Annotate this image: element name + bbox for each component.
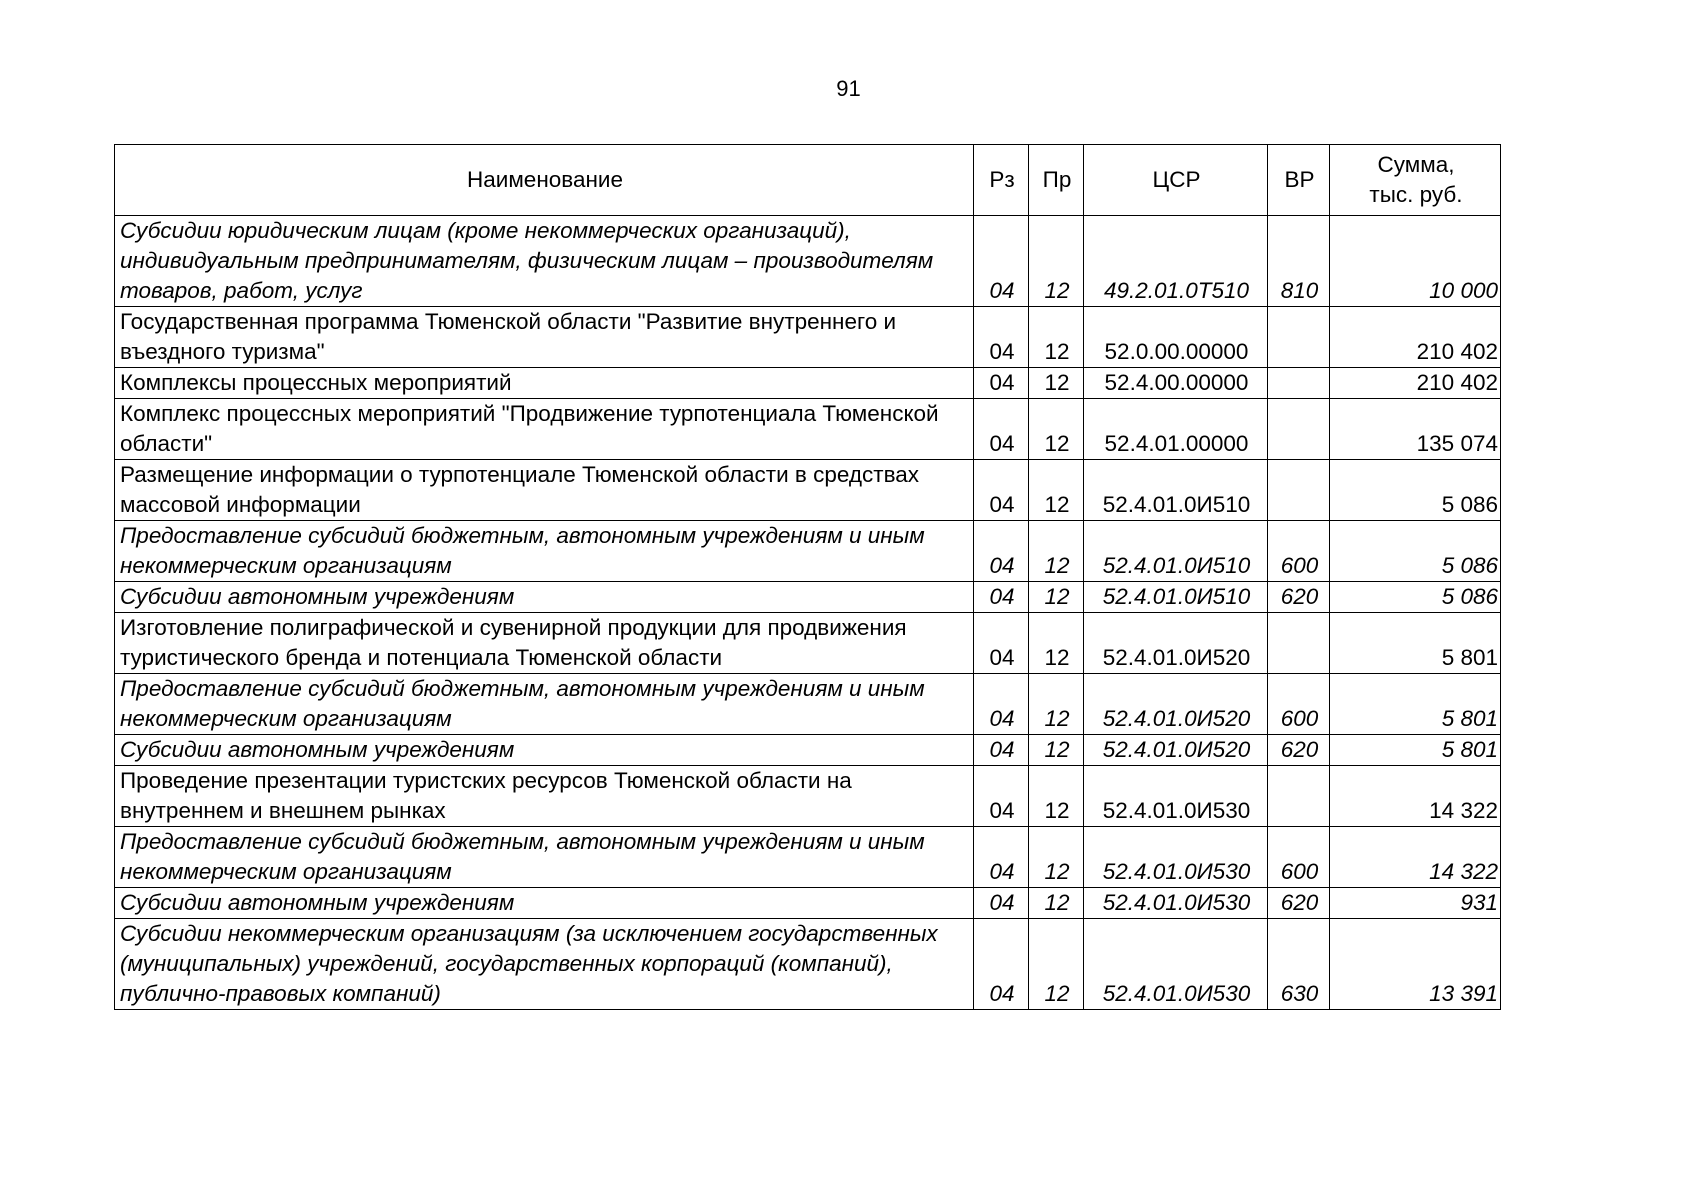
cell-name: Предоставление субсидий бюджетным, автономным учреждениям и иным некоммерческим организациям <box>115 674 974 735</box>
cell-vr: 600 <box>1268 674 1330 735</box>
cell-csr: 52.4.01.0И510 <box>1084 521 1268 582</box>
cell-vr <box>1268 307 1330 368</box>
table-row <box>115 307 1501 368</box>
cell-csr: 52.4.01.00000 <box>1084 399 1268 460</box>
cell-sum: 5 086 <box>1330 460 1501 521</box>
cell-sum: 5 801 <box>1330 613 1501 674</box>
cell-rz: 04 <box>974 521 1029 582</box>
header-name: Наименование <box>115 145 974 216</box>
budget-table <box>114 144 1501 1010</box>
cell-vr: 630 <box>1268 919 1330 1010</box>
cell-name: Субсидии юридическим лицам (кроме некоммерческих организаций), индивидуальным предпринимателям, физическим лицам – производителям товаров, работ, услуг <box>115 216 974 307</box>
cell-vr <box>1268 368 1330 399</box>
cell-name: Изготовление полиграфической и сувенирной продукции для продвижения туристического бренда и потенциала Тюменской области <box>115 613 974 674</box>
cell-rz: 04 <box>974 766 1029 827</box>
cell-name: Предоставление субсидий бюджетным, автономным учреждениям и иным некоммерческим организациям <box>115 521 974 582</box>
cell-rz: 04 <box>974 888 1029 919</box>
cell-csr: 52.4.01.0И520 <box>1084 613 1268 674</box>
table-row <box>115 919 1501 1010</box>
cell-sum: 5 086 <box>1330 521 1501 582</box>
cell-pr: 12 <box>1029 521 1084 582</box>
cell-pr: 12 <box>1029 674 1084 735</box>
cell-csr: 52.4.01.0И520 <box>1084 674 1268 735</box>
cell-rz: 04 <box>974 216 1029 307</box>
cell-sum: 14 322 <box>1330 827 1501 888</box>
cell-csr: 52.4.01.0И510 <box>1084 582 1268 613</box>
cell-name: Проведение презентации туристских ресурсов Тюменской области на внутреннем и внешнем рынках <box>115 766 974 827</box>
cell-pr: 12 <box>1029 919 1084 1010</box>
cell-sum: 5 801 <box>1330 674 1501 735</box>
cell-sum: 10 000 <box>1330 216 1501 307</box>
cell-pr: 12 <box>1029 460 1084 521</box>
cell-pr: 12 <box>1029 399 1084 460</box>
cell-sum: 5 801 <box>1330 735 1501 766</box>
header-vr: ВР <box>1268 145 1330 216</box>
cell-csr: 52.0.00.00000 <box>1084 307 1268 368</box>
cell-pr: 12 <box>1029 582 1084 613</box>
cell-rz: 04 <box>974 582 1029 613</box>
cell-pr: 12 <box>1029 216 1084 307</box>
cell-csr: 52.4.00.00000 <box>1084 368 1268 399</box>
table-body <box>115 216 1501 1010</box>
cell-vr: 600 <box>1268 521 1330 582</box>
cell-rz: 04 <box>974 460 1029 521</box>
table-row <box>115 582 1501 613</box>
cell-csr: 52.4.01.0И530 <box>1084 827 1268 888</box>
header-pr: Пр <box>1029 145 1084 216</box>
cell-csr: 52.4.01.0И530 <box>1084 766 1268 827</box>
cell-pr: 12 <box>1029 827 1084 888</box>
cell-name: Субсидии автономным учреждениям <box>115 582 974 613</box>
cell-vr <box>1268 399 1330 460</box>
table-row <box>115 521 1501 582</box>
cell-sum: 210 402 <box>1330 307 1501 368</box>
table-row <box>115 735 1501 766</box>
cell-rz: 04 <box>974 399 1029 460</box>
cell-vr <box>1268 766 1330 827</box>
table-row <box>115 216 1501 307</box>
cell-pr: 12 <box>1029 307 1084 368</box>
cell-pr: 12 <box>1029 888 1084 919</box>
cell-name: Субсидии автономным учреждениям <box>115 888 974 919</box>
cell-sum: 135 074 <box>1330 399 1501 460</box>
header-csr: ЦСР <box>1084 145 1268 216</box>
cell-rz: 04 <box>974 674 1029 735</box>
cell-sum: 210 402 <box>1330 368 1501 399</box>
cell-name: Государственная программа Тюменской области "Развитие внутреннего и въездного туризма" <box>115 307 974 368</box>
cell-vr: 620 <box>1268 582 1330 613</box>
cell-rz: 04 <box>974 919 1029 1010</box>
cell-rz: 04 <box>974 827 1029 888</box>
cell-vr: 620 <box>1268 735 1330 766</box>
table-row <box>115 368 1501 399</box>
cell-vr: 810 <box>1268 216 1330 307</box>
cell-name: Размещение информации о турпотенциале Тюменской области в средствах массовой информации <box>115 460 974 521</box>
cell-pr: 12 <box>1029 766 1084 827</box>
cell-csr: 52.4.01.0И530 <box>1084 888 1268 919</box>
cell-sum: 13 391 <box>1330 919 1501 1010</box>
cell-name: Предоставление субсидий бюджетным, автономным учреждениям и иным некоммерческим организациям <box>115 827 974 888</box>
cell-csr: 52.4.01.0И520 <box>1084 735 1268 766</box>
table-row <box>115 674 1501 735</box>
cell-pr: 12 <box>1029 735 1084 766</box>
cell-name: Субсидии автономным учреждениям <box>115 735 974 766</box>
table-row <box>115 613 1501 674</box>
cell-sum: 931 <box>1330 888 1501 919</box>
cell-csr: 49.2.01.0Т510 <box>1084 216 1268 307</box>
cell-vr <box>1268 613 1330 674</box>
table-header-row <box>115 145 1501 216</box>
table-row <box>115 460 1501 521</box>
cell-vr: 600 <box>1268 827 1330 888</box>
cell-rz: 04 <box>974 368 1029 399</box>
cell-pr: 12 <box>1029 613 1084 674</box>
cell-name: Субсидии некоммерческим организациям (за исключением государственных (муниципальных) учреждений, государственных корпораций (компаний), публично-правовых компаний) <box>115 919 974 1010</box>
cell-pr: 12 <box>1029 368 1084 399</box>
cell-name: Комплексы процессных мероприятий <box>115 368 974 399</box>
table-row <box>115 827 1501 888</box>
cell-name: Комплекс процессных мероприятий "Продвижение турпотенциала Тюменской области" <box>115 399 974 460</box>
cell-vr <box>1268 460 1330 521</box>
page-number: 91 <box>836 76 861 101</box>
header-sum: Сумма, тыс. руб. <box>1330 145 1501 216</box>
cell-csr: 52.4.01.0И530 <box>1084 919 1268 1010</box>
cell-csr: 52.4.01.0И510 <box>1084 460 1268 521</box>
cell-rz: 04 <box>974 613 1029 674</box>
cell-rz: 04 <box>974 735 1029 766</box>
header-rz: Рз <box>974 145 1029 216</box>
cell-rz: 04 <box>974 307 1029 368</box>
cell-sum: 5 086 <box>1330 582 1501 613</box>
table-row <box>115 766 1501 827</box>
table-row <box>115 888 1501 919</box>
table-row <box>115 399 1501 460</box>
cell-vr: 620 <box>1268 888 1330 919</box>
cell-sum: 14 322 <box>1330 766 1501 827</box>
